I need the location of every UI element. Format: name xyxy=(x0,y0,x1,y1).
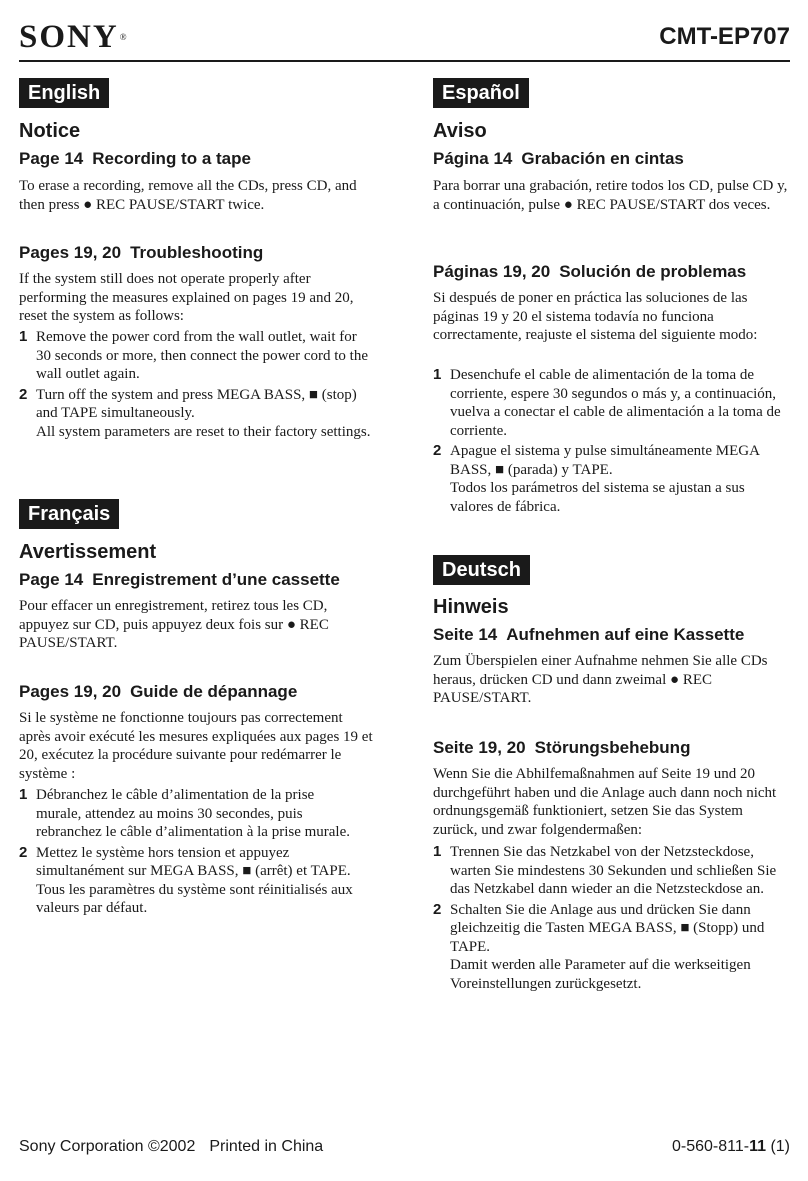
list-item xyxy=(433,843,790,899)
paragraph-erase-recording: Pour effacer un enregistrement, retirez tous les CD, appuyez sur CD, puis appuyez deux fois sur ● REC PAUSE/START. xyxy=(19,598,329,651)
step-text: Remove the power cord from the wall outlet, wait for 30 seconds or more, then connect the power cord to the wall outlet again. xyxy=(36,329,368,382)
step-text: Trennen Sie das Netzkabel von der Netzsteckdose, warten Sie mindestens 30 Sekunden und schließen Sie das Netzkabel dann wieder an die Netzsteckdose an. xyxy=(450,844,777,897)
step-number: 1 xyxy=(19,328,28,345)
steps-list xyxy=(433,366,790,518)
paragraph-troubleshooting-intro: If the system still does not operate properly after performing the measures explained on pages 19 and 20, reset the system as follows: xyxy=(19,271,354,324)
page-ref: Pages 19, 20 xyxy=(19,243,122,262)
language-label-espanol: Español xyxy=(433,78,529,108)
part-number-bold: 11 xyxy=(749,1138,766,1155)
section-heading-troubleshooting xyxy=(19,242,263,264)
page-ref: Page 14 xyxy=(19,570,84,589)
language-label-deutsch: Deutsch xyxy=(433,555,530,585)
step-note: Todos los parámetros del sistema se ajustan a sus valores de fábrica. xyxy=(450,480,745,515)
section-title: Enregistrement d’une cassette xyxy=(92,570,340,589)
section-heading-recording xyxy=(433,624,744,646)
list-item xyxy=(433,366,790,440)
section-heading-troubleshooting xyxy=(19,681,297,703)
step-number: 1 xyxy=(433,366,442,383)
step-note: Damit werden alle Parameter auf die werkseitigen Voreinstellungen zurückgesetzt. xyxy=(450,957,751,992)
copyright-text: Sony Corporation ©2002 xyxy=(19,1138,196,1155)
header-divider xyxy=(19,60,790,62)
notice-heading: Hinweis xyxy=(433,596,509,618)
notice-heading: Avertissement xyxy=(19,541,157,563)
list-item xyxy=(433,442,790,516)
page-ref: Página 14 xyxy=(433,149,513,168)
steps-list xyxy=(19,786,359,920)
language-label-francais: Français xyxy=(19,499,119,529)
step-text: Débranchez le câble d’alimentation de la prise murale, attendez au moins 30 secondes, puis rebranchez le câble d’alimentation à la prise murale. xyxy=(36,787,351,840)
paragraph-troubleshooting-intro: Si después de poner en práctica las soluciones de las páginas 19 y 20 el sistema todavía no funciona correctamente, reajuste el sistema del siguiente modo: xyxy=(433,290,758,343)
section-title: Solución de problemas xyxy=(559,262,747,281)
paragraph-troubleshooting-intro: Wenn Sie die Abhilfemaßnahmen auf Seite 19 und 20 durchgeführt haben und die Anlage auch dann noch nicht ordnungsgemäß funktioniert, setzen Sie das System zurück, und zwar folgendermaßen: xyxy=(433,766,777,838)
section-title: Störungsbehebung xyxy=(534,738,691,757)
paragraph-erase-recording: Para borrar una grabación, retire todos los CD, pulse CD y, a continuación, pulse ● REC PAUSE/START dos veces. xyxy=(433,178,788,213)
step-text: Mettez le système hors tension et appuyez simultanément sur MEGA BASS, ■ (arrêt) et TAPE. xyxy=(36,844,351,879)
step-number: 1 xyxy=(433,843,442,860)
section-heading-recording xyxy=(19,148,251,170)
paragraph-erase-recording: To erase a recording, remove all the CDs, press CD, and then press ● REC PAUSE/START twice. xyxy=(19,178,357,213)
part-number xyxy=(672,1137,790,1157)
step-number: 2 xyxy=(433,442,442,459)
paragraph-troubleshooting-intro: Si le système ne fonctionne toujours pas correctement après avoir exécuté les mesures expliquées aux pages 19 et 20, exécutez la procédure suivante pour redémarrer le système : xyxy=(19,710,373,782)
page-ref: Páginas 19, 20 xyxy=(433,262,551,281)
paragraph-erase-recording: Zum Überspielen einer Aufnahme nehmen Sie alle CDs heraus, drücken CD und dann zweimal ● REC PAUSE/START. xyxy=(433,653,768,706)
section-title: Guide de dépannage xyxy=(130,682,298,701)
list-item xyxy=(19,386,371,442)
part-number-prefix: 0-560-811- xyxy=(671,1138,750,1155)
step-text: Schalten Sie die Anlage aus und drücken Sie dann gleichzeitig die Tasten MEGA BASS, ■ (Stopp) und TAPE. xyxy=(450,901,765,955)
sony-logo xyxy=(19,18,127,56)
section-heading-troubleshooting xyxy=(433,261,746,283)
steps-list xyxy=(19,328,371,443)
step-text: Apague el sistema y pulse simultáneamente MEGA BASS, ■ (parada) y TAPE. xyxy=(450,443,760,478)
section-title: Recording to a tape xyxy=(92,149,251,168)
section-heading-recording xyxy=(433,148,684,170)
page-ref: Page 14 xyxy=(19,149,84,168)
section-title: Grabación en cintas xyxy=(521,149,684,168)
notice-heading: Notice xyxy=(19,120,81,142)
steps-list xyxy=(433,843,790,995)
step-note: All system parameters are reset to their factory settings. xyxy=(36,423,371,440)
page-ref: Seite 19, 20 xyxy=(433,738,526,757)
registered-mark: ® xyxy=(119,32,127,42)
list-item xyxy=(19,328,371,384)
step-number: 2 xyxy=(19,843,28,861)
section-heading-recording xyxy=(19,569,340,591)
step-text: Desenchufe el cable de alimentación de la toma de corriente, espere 30 segundos o más y, a continuación, vuelva a conectar el cable de alimentación a la toma de corriente. xyxy=(450,367,781,439)
list-item xyxy=(433,901,790,994)
step-text: Turn off the system and press MEGA BASS, ■ (stop) and TAPE simultaneously. xyxy=(36,386,357,421)
section-heading-troubleshooting xyxy=(433,737,690,759)
section-title: Troubleshooting xyxy=(130,243,264,262)
part-number-suffix: (1) xyxy=(766,1138,790,1155)
list-item xyxy=(19,844,359,918)
section-title: Aufnehmen auf eine Kassette xyxy=(506,625,745,644)
model-number: CMT-EP707 xyxy=(659,23,790,50)
printed-in-text: Printed in China xyxy=(209,1138,324,1155)
language-label-english: English xyxy=(19,78,109,108)
brand-name: SONY xyxy=(19,19,119,55)
notice-heading: Aviso xyxy=(433,120,487,142)
step-number: 2 xyxy=(19,385,28,403)
step-number: 1 xyxy=(19,786,28,803)
list-item xyxy=(19,786,359,842)
step-note: Tous les paramètres du système sont réinitialisés aux valeurs par défaut. xyxy=(36,881,353,916)
page-ref: Seite 14 xyxy=(433,625,498,644)
page-ref: Pages 19, 20 xyxy=(19,682,122,701)
footer-credits xyxy=(19,1137,323,1157)
step-number: 2 xyxy=(433,900,442,918)
